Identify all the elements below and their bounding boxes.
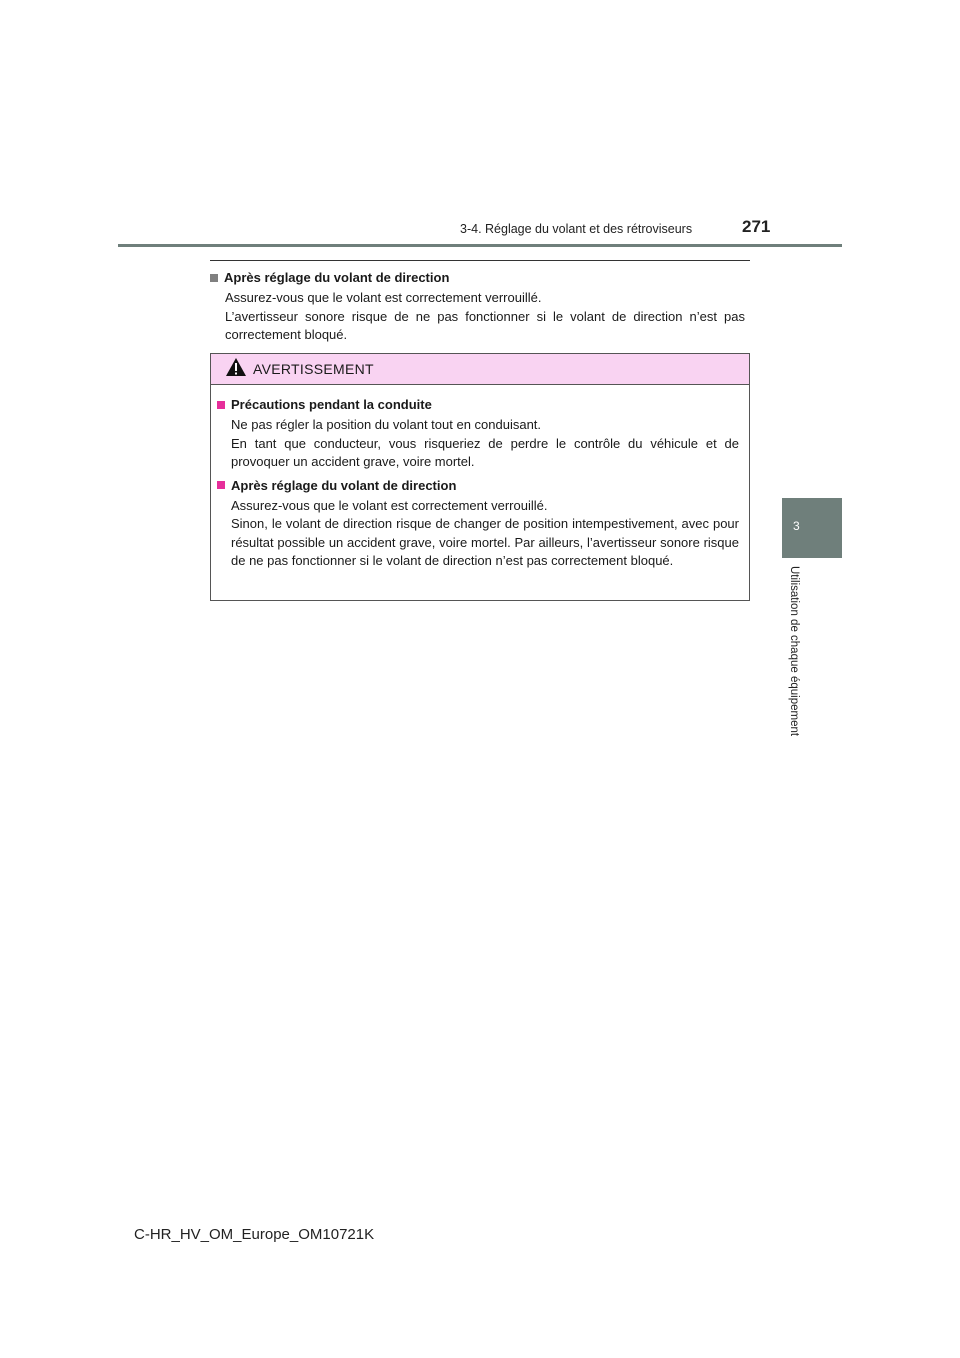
square-bullet-icon — [217, 481, 225, 489]
warning-title: AVERTISSEMENT — [253, 361, 374, 377]
warning-item-heading — [217, 397, 739, 412]
chapter-title: Utilisation de chaque équipement — [788, 566, 800, 737]
warning-item-line: Ne pas régler la position du volant tout en conduisant. — [231, 417, 542, 432]
warning-item-heading-text: Après réglage du volant de direction — [231, 477, 457, 493]
warning-item-heading-text: Précautions pendant la conduite — [231, 397, 432, 412]
note-section — [210, 270, 745, 345]
warning-item-line: Sinon, le volant de direction risque de changer de position intempestivement, avec pour résultat possible un accident grave, voire mortel. Par ailleurs, l’avertisseur sonore risque de ne pas fonctionner si le volant de direction n’est pas correctement bloqué. — [231, 516, 739, 568]
warning-item — [217, 478, 739, 571]
square-bullet-icon — [210, 274, 218, 282]
warning-item-line: En tant que conducteur, vous risqueriez de perdre le contrôle du véhicule et de provoquer un accident grave, voire mortel. — [231, 435, 739, 469]
note-line: Assurez-vous que le volant est correctement verrouillé. — [225, 290, 542, 305]
warning-item — [217, 397, 739, 472]
chapter-number: 3 — [793, 519, 800, 533]
note-line: L’avertisseur sonore risque de ne pas fonctionner si le volant de direction n’est pas correctement bloqué. — [225, 308, 745, 342]
warning-header — [211, 354, 749, 385]
square-bullet-icon — [217, 401, 225, 409]
content-divider — [210, 260, 750, 261]
note-heading-text: Après réglage du volant de direction — [224, 270, 450, 285]
header-section-title: 3-4. Réglage du volant et des rétroviseurs — [460, 222, 693, 236]
warning-triangle-icon — [225, 357, 247, 382]
chapter-tab — [782, 498, 842, 558]
document-code: C-HR_HV_OM_Europe_OM10721K — [134, 1226, 375, 1243]
warning-box — [210, 353, 750, 601]
note-heading — [210, 270, 745, 285]
warning-body — [211, 385, 749, 571]
warning-item-line: Assurez-vous que le volant est correctement verrouillé. — [231, 497, 548, 513]
header-divider — [118, 244, 842, 247]
page-number: 271 — [742, 217, 771, 236]
warning-item-heading — [217, 478, 739, 493]
